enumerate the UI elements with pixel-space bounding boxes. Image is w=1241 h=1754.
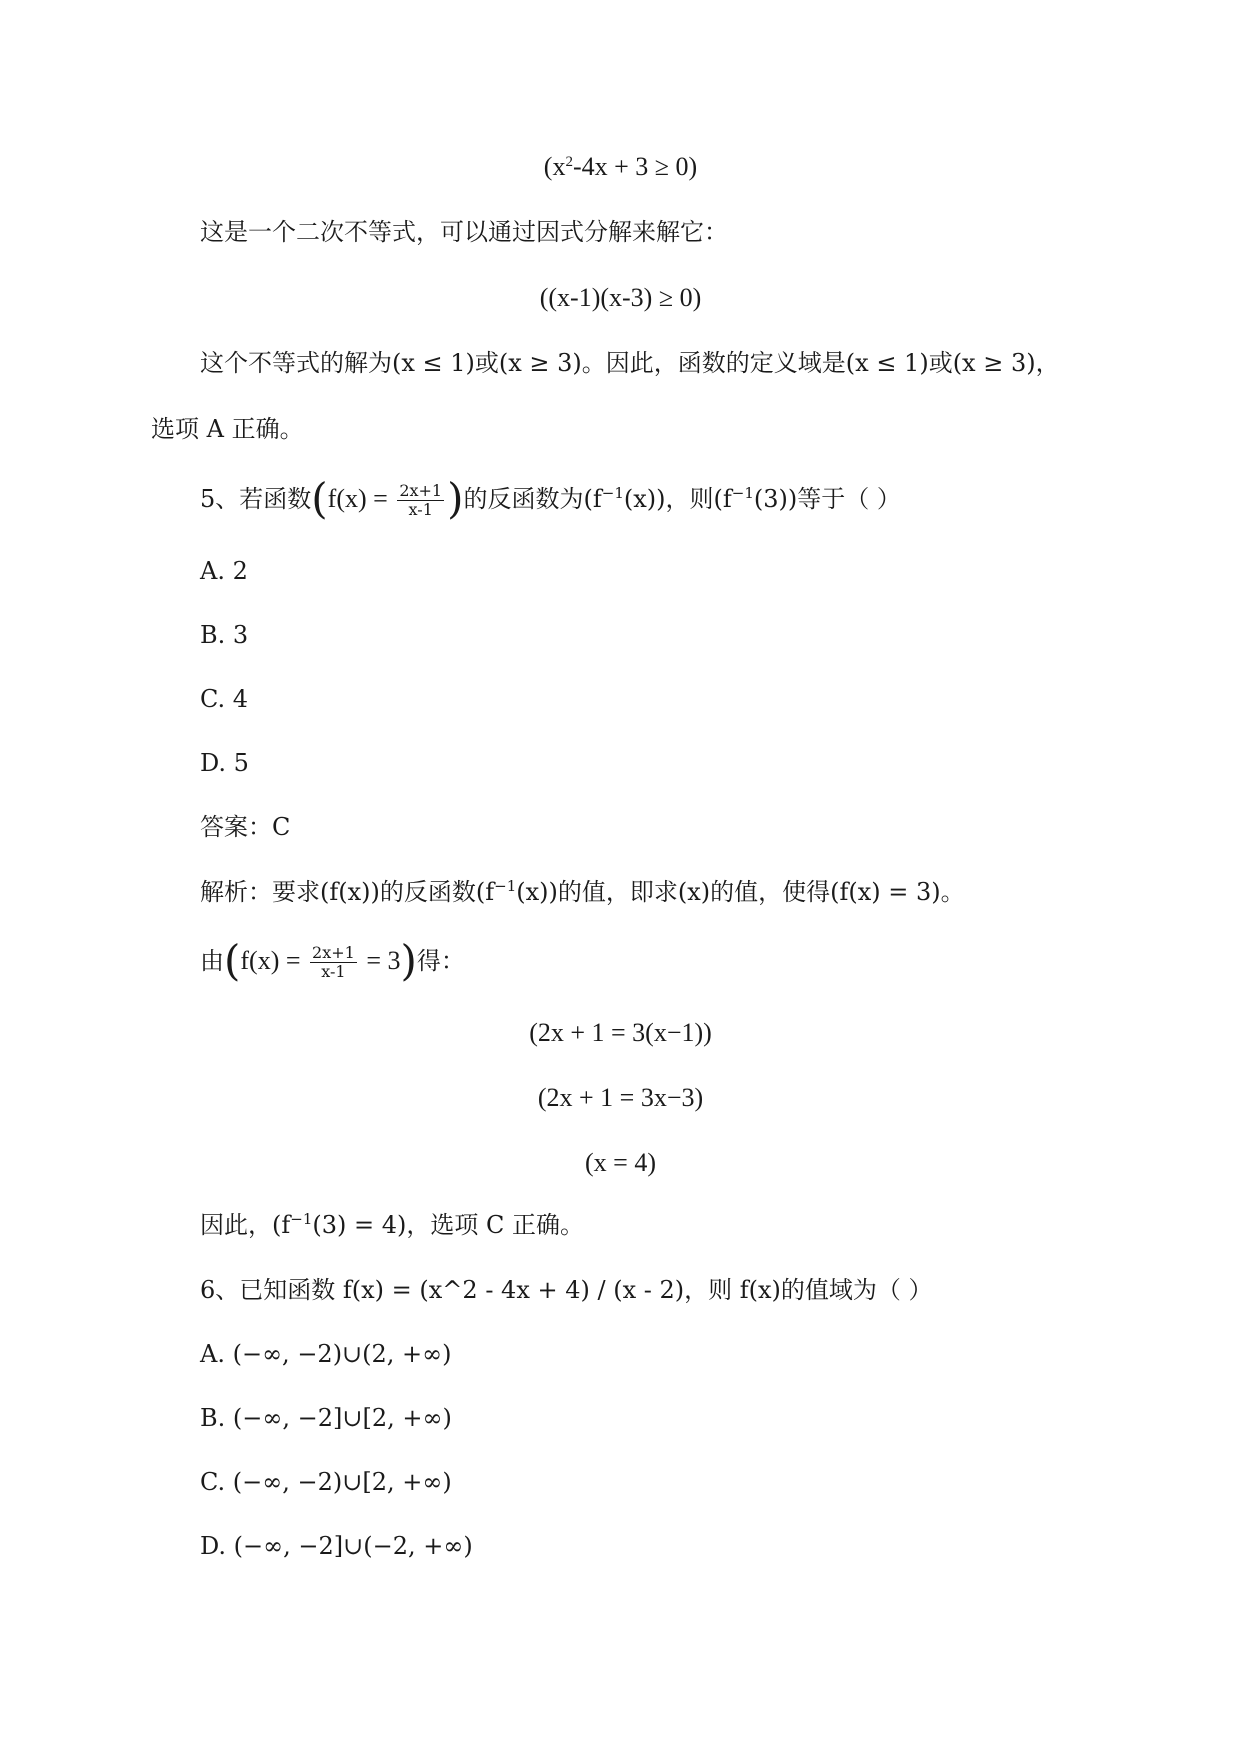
question-5-stem: 5、若函数(f(x) = $\frac{2x+1}{x-1}$ )的反函数为$(f^{-1}(x))$，则$(f^{-1}(3))$等于（ ）: [200, 473, 901, 523]
answer-line: 答案：C: [200, 813, 291, 841]
equation-3: (x = 4): [585, 1148, 656, 1177]
paragraph-factor: 这是一个二次不等式，可以通过因式分解来解它：: [200, 218, 728, 246]
analysis-line: 解析：要求(f(x))的反函数$(f^{-1}(x))$的值，即求(x)的值，使得(f(x) = 3)。: [200, 877, 965, 906]
option-d: D. 5: [200, 749, 249, 777]
option-b: B. 3: [200, 621, 249, 649]
option-a: A. 2: [200, 557, 248, 585]
fraction: $\frac{2x+1}{x-1}$: [399, 481, 443, 519]
option-c: C. (−∞, −2)∪[2, +∞): [200, 1468, 452, 1496]
derivation-line: 由(f(x) = $\frac{2x+1}{x-1}$ = 3)得：: [200, 935, 465, 985]
question-6-stem: 6、已知函数 f(x) = (x^2 - 4x + 4) / (x - 2)，则 f(x)的值域为（ ）: [200, 1276, 933, 1304]
equation-2: (2x + 1 = 3x−3): [537, 1083, 704, 1112]
option-a: A. (−∞, −2)∪(2, +∞): [200, 1340, 452, 1368]
option-b: B. (−∞, −2]∪[2, +∞): [200, 1404, 452, 1432]
equation-1: (2x + 1 = 3(x−1)): [529, 1018, 712, 1047]
inequality-1: $(x^2-4x + 3 \ge 0)$: [543, 152, 698, 181]
paragraph-option-a-correct: 选项 A 正确。: [151, 415, 304, 443]
conclusion-line: 因此，$(f^{-1}(3) = 4)$，选项 C 正确。: [200, 1210, 584, 1239]
option-d: D. (−∞, −2]∪(−2, +∞): [200, 1532, 473, 1560]
option-c: C. 4: [200, 685, 249, 713]
paragraph-solution: 这个不等式的解为(x ≤ 1)或(x ≥ 3)。因此，函数的定义域是(x ≤ 1)或(x ≥ 3)，: [200, 349, 1060, 377]
inequality-2: ((x-1)(x-3) ≥ 0): [539, 283, 702, 312]
fraction: $\frac{2x+1}{x-1}$: [312, 943, 355, 981]
